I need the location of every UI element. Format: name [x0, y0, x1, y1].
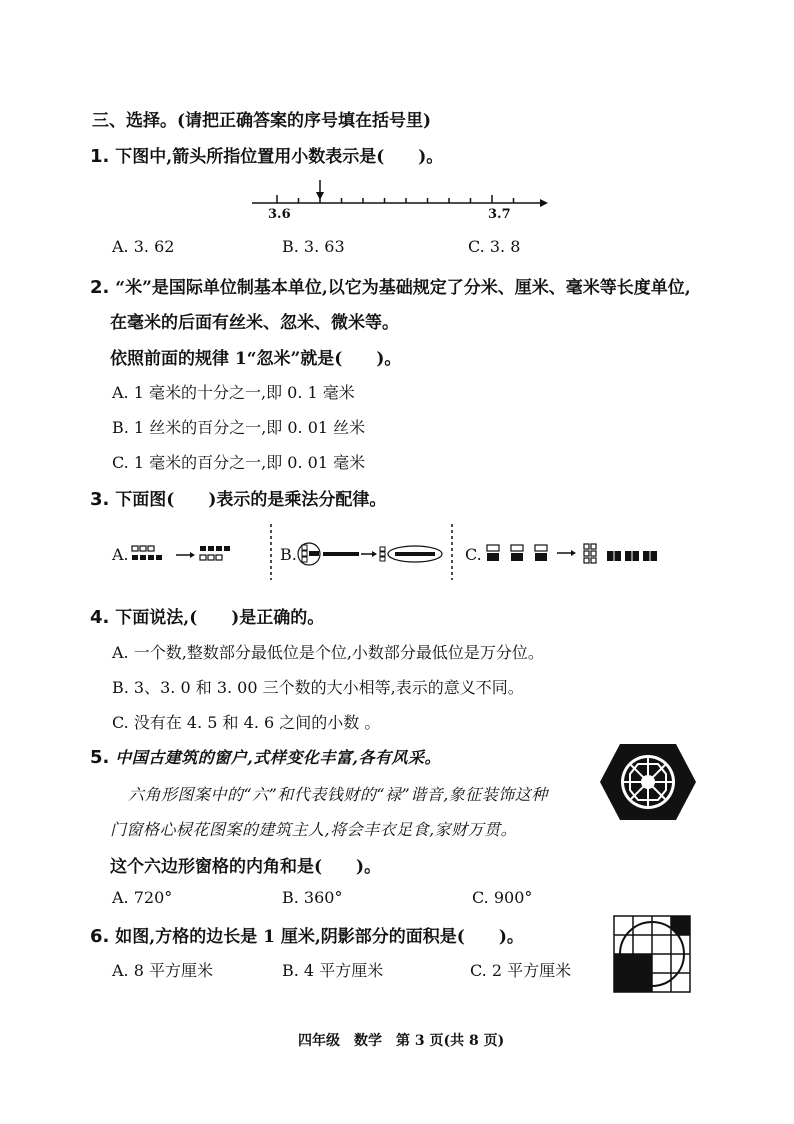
question-text-line1: “米”是国际单位制基本单位,以它为基础规定了分米、厘米、毫米等长度单位,	[115, 278, 691, 298]
q4-option-b[interactable]: B. 3、3. 0 和 3. 00 三个数的大小相等,表示的意义不同。	[112, 678, 524, 697]
question-text-line2: 六角形图案中的“六”和代表钱财的“禄”谐音,象征装饰这种	[128, 785, 548, 804]
q3-option-b-label[interactable]: B.	[280, 545, 297, 564]
question-2	[90, 273, 691, 298]
question-1	[90, 142, 443, 167]
q2-option-b[interactable]: B. 1 丝米的百分之一,即 0. 01 丝米	[112, 418, 366, 437]
q5-option-b[interactable]: B. 360°	[282, 888, 343, 907]
question-text: 如图,方格的边长是 1 厘米,阴影部分的面积是( )。	[115, 927, 524, 947]
q3-divider-2	[450, 524, 454, 580]
question-text: 下面图( )表示的是乘法分配律。	[115, 490, 387, 510]
question-text-line3: 依照前面的规律 1“忽米”就是( )。	[110, 349, 402, 369]
question-number: 4.	[90, 607, 110, 628]
tick-label-right: 3.7	[488, 207, 511, 222]
q2-option-a[interactable]: A. 1 毫米的十分之一,即 0. 1 毫米	[112, 383, 355, 402]
question-text-line3: 门窗格心棂花图案的建筑主人,将会丰衣足食,家财万贯。	[110, 820, 518, 839]
q1-option-a[interactable]: A. 3. 62	[112, 237, 175, 256]
q3-option-c-label[interactable]: C.	[465, 545, 482, 564]
question-number: 3.	[90, 489, 110, 510]
q6-option-a[interactable]: A. 8 平方厘米	[112, 961, 213, 980]
q3-divider-1	[269, 524, 273, 580]
hexagon-window-figure	[598, 742, 698, 822]
q5-option-a[interactable]: A. 720°	[112, 888, 173, 907]
shaded-area-grid-figure	[614, 916, 694, 996]
q6-option-b[interactable]: B. 4 平方厘米	[282, 961, 384, 980]
question-5	[90, 745, 441, 768]
q4-option-a[interactable]: A. 一个数,整数部分最低位是个位,小数部分最低位是万分位。	[112, 643, 544, 662]
question-number: 5.	[90, 747, 110, 768]
question-4	[90, 603, 324, 628]
q2-option-c[interactable]: C. 1 毫米的百分之一,即 0. 01 毫米	[112, 453, 366, 472]
question-number: 2.	[90, 277, 110, 298]
q1-option-b[interactable]: B. 3. 63	[282, 237, 345, 256]
question-text-line2: 在毫米的后面有丝米、忽米、微米等。	[110, 313, 399, 333]
q1-option-c[interactable]: C. 3. 8	[468, 237, 521, 256]
question-text: 下面说法,( )是正确的。	[115, 608, 325, 628]
question-number: 1.	[90, 146, 110, 167]
q3-option-b-figure[interactable]	[297, 539, 457, 569]
question-text: 下图中,箭头所指位置用小数表示是( )。	[115, 147, 444, 167]
q3-option-c-figure[interactable]	[485, 542, 665, 568]
q3-option-a-figure[interactable]	[130, 545, 240, 569]
question-6	[90, 922, 524, 947]
question-3	[90, 485, 386, 510]
section-title: 三、选择。(请把正确答案的序号填在括号里)	[92, 111, 432, 131]
tick-label-left: 3.6	[268, 207, 291, 222]
question-number: 6.	[90, 926, 110, 947]
question-text-line1: 中国古建筑的窗户,式样变化丰富,各有风采。	[115, 748, 441, 767]
q6-option-c[interactable]: C. 2 平方厘米	[470, 961, 572, 980]
q4-option-c[interactable]: C. 没有在 4. 5 和 4. 6 之间的小数 。	[112, 713, 381, 732]
q5-option-c[interactable]: C. 900°	[472, 888, 533, 907]
question-text-line4: 这个六边形窗格的内角和是( )。	[110, 857, 382, 877]
page-footer: 四年级 数学 第 3 页(共 8 页)	[298, 1033, 505, 1049]
q3-option-a-label[interactable]: A.	[112, 545, 129, 564]
